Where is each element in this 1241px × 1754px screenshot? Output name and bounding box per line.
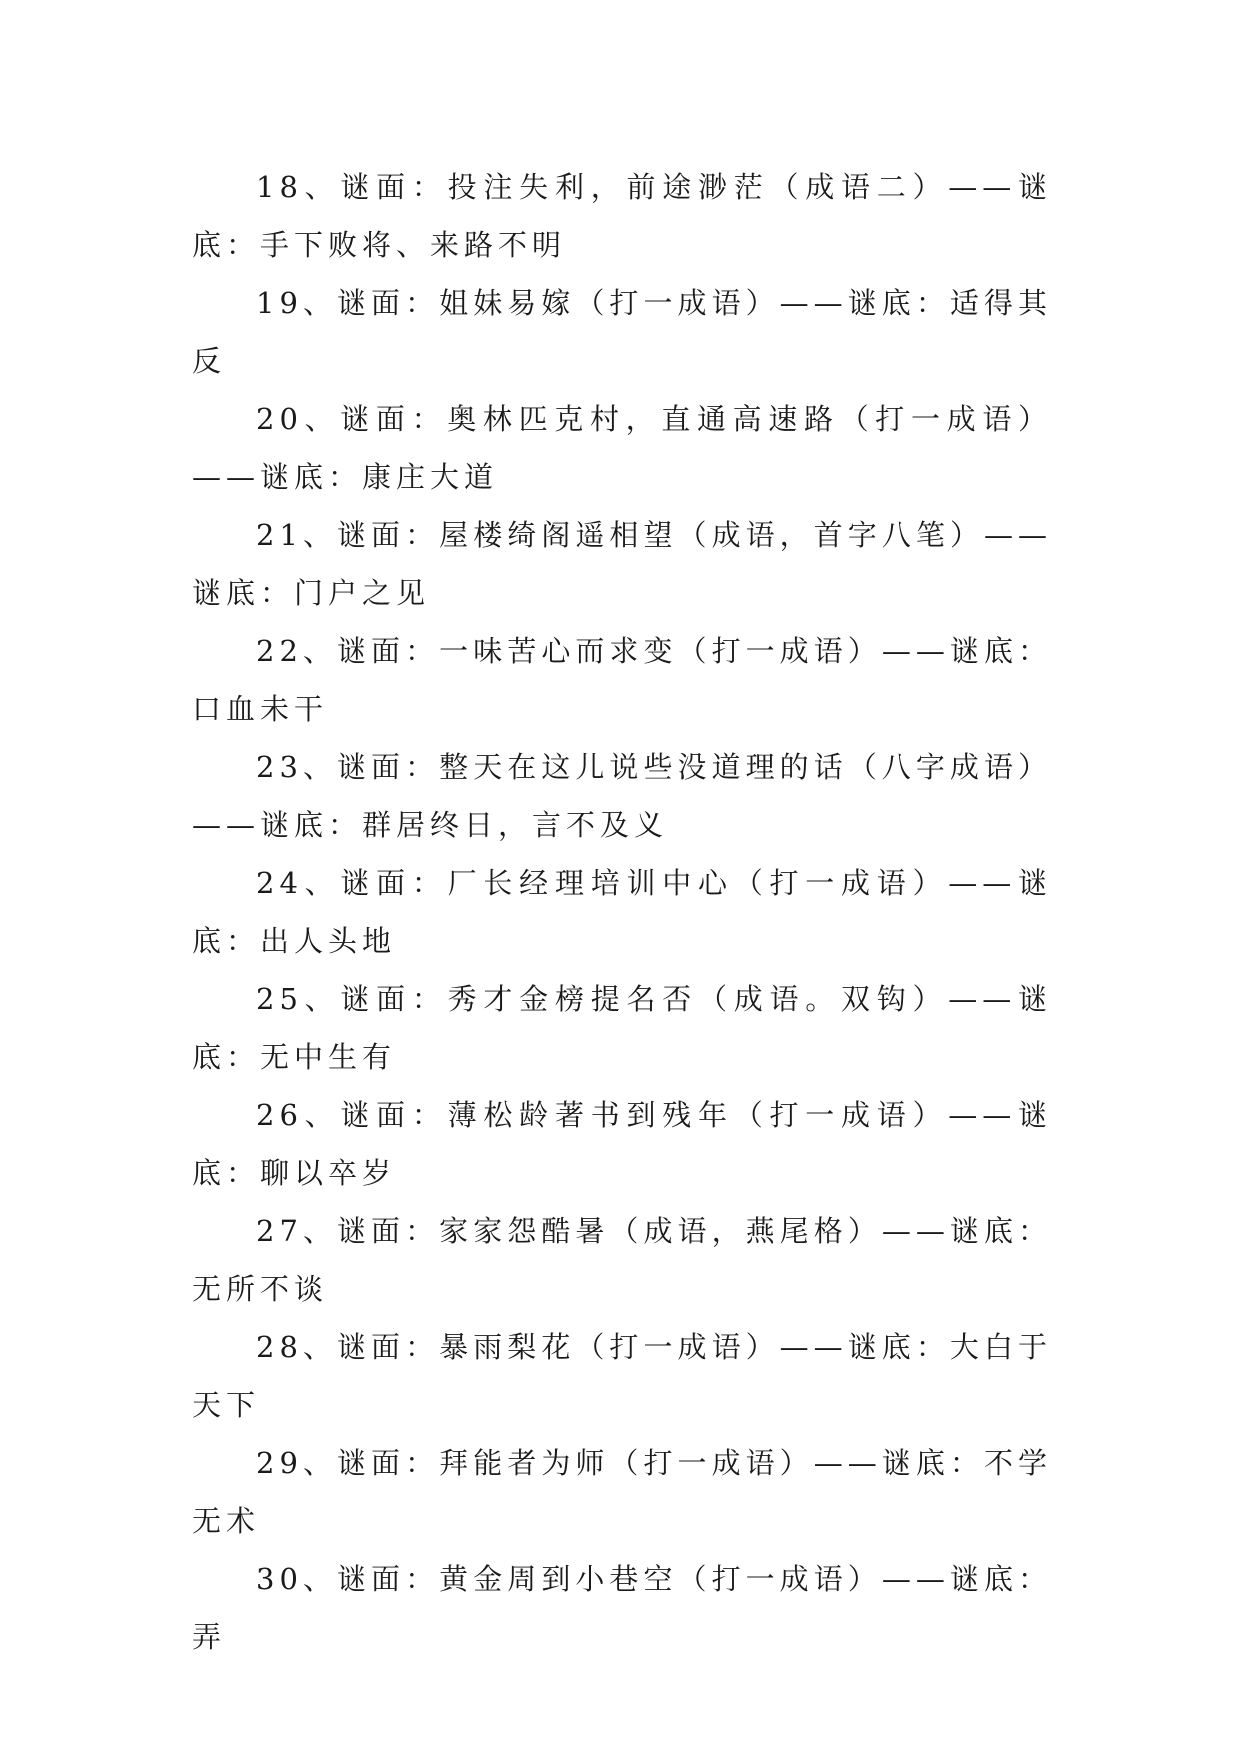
riddle-entry-18: 18、谜面：投注失利，前途渺茫（成语二）——谜底：手下败将、来路不明 — [192, 170, 1052, 262]
riddle-entry-25: 25、谜面：秀才金榜提名否（成语。双钩）——谜底：无中生有 — [192, 982, 1052, 1074]
riddle-entry-26: 26、谜面：薄松龄著书到残年（打一成语）——谜底：聊以卒岁 — [192, 1098, 1052, 1190]
riddle-entry-23: 23、谜面：整天在这儿说些没道理的话（八字成语）——谜底：群居终日，言不及义 — [192, 750, 1052, 842]
riddle-entry-30: 30、谜面：黄金周到小巷空（打一成语）——谜底：弄 — [192, 1562, 1052, 1654]
document-page — [192, 158, 1052, 1666]
riddle-entry-21: 21、谜面：屋楼绮阁遥相望（成语，首字八笔）——谜底：门户之见 — [192, 518, 1052, 610]
riddle-entry-27: 27、谜面：家家怨酷暑（成语，燕尾格）——谜底：无所不谈 — [192, 1214, 1052, 1306]
riddle-entry-28: 28、谜面：暴雨梨花（打一成语）——谜底：大白于天下 — [192, 1330, 1052, 1422]
riddle-entry-22: 22、谜面：一味苦心而求变（打一成语）——谜底：口血未干 — [192, 634, 1052, 726]
riddle-entry-19: 19、谜面：姐妹易嫁（打一成语）——谜底：适得其反 — [192, 286, 1052, 378]
riddle-entry-20: 20、谜面：奥林匹克村，直通高速路（打一成语）——谜底：康庄大道 — [192, 402, 1052, 494]
riddle-entry-29: 29、谜面：拜能者为师（打一成语）——谜底：不学无术 — [192, 1446, 1052, 1538]
riddle-entry-24: 24、谜面：厂长经理培训中心（打一成语）——谜底：出人头地 — [192, 866, 1052, 958]
